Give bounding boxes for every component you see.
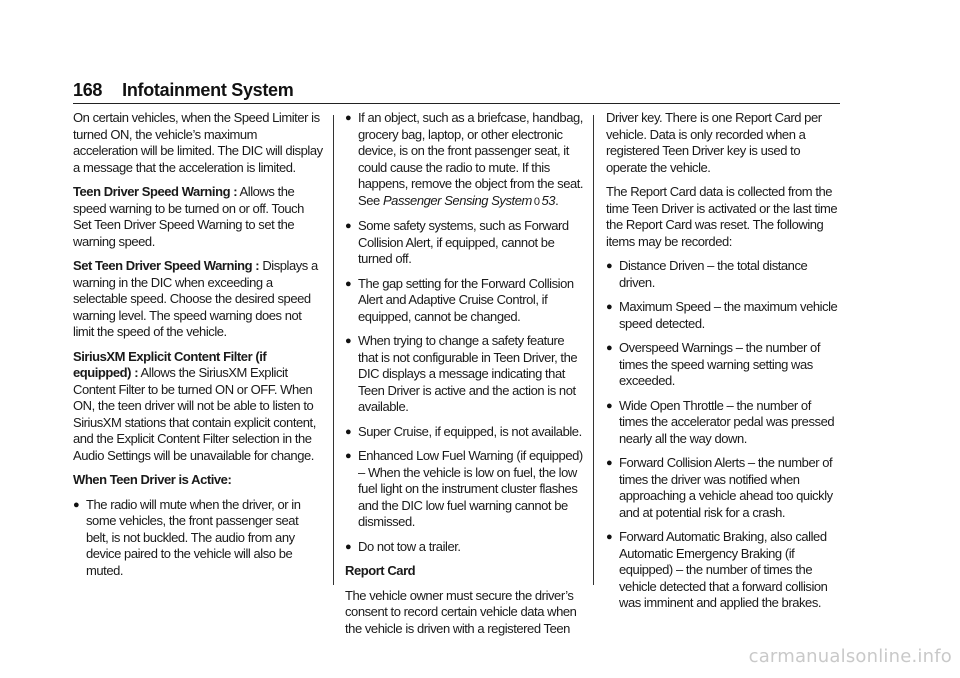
list-item-text: Wide Open Throttle – the number of times the accelerator pedal was pressed nearly all the way down. xyxy=(619,397,835,446)
bullet-icon: ● xyxy=(345,540,352,553)
column-divider-1 xyxy=(333,115,334,585)
list-item xyxy=(606,299,842,332)
explicit-filter-paragraph xyxy=(73,349,323,465)
list-item xyxy=(606,398,842,448)
bullet-icon: ● xyxy=(345,112,352,124)
report-card-heading: Report Card xyxy=(345,563,416,578)
bullet-icon: ● xyxy=(345,450,352,462)
list-item xyxy=(345,539,587,556)
list-item xyxy=(345,218,587,268)
list-item-text: Distance Driven – the total distance driven. xyxy=(619,258,808,290)
cross-reference-page[interactable]: 53 xyxy=(541,192,556,208)
list-item-text: If an object, such as a briefcase, handbag, grocery bag, laptop, or other electronic device, is on the front passenger seat, it could cause the radio to mute. If this happens, remove the object from the seat. See xyxy=(358,110,584,208)
list-item-text-end: . xyxy=(555,192,559,208)
column-2 xyxy=(345,110,587,645)
list-item-text: Forward Collision Alerts – the number of times the driver was notified when approaching a vehicle ahead too quickly and at potential risk for a crash. xyxy=(619,455,833,520)
term-explicit-filter: SiriusXM Explicit Content Filter (if equipped) : xyxy=(73,348,267,380)
list-item xyxy=(345,333,587,416)
list-item xyxy=(345,110,587,210)
active-list-continued xyxy=(345,110,587,555)
bullet-icon: ● xyxy=(345,277,352,290)
list-item-text: The radio will mute when the driver, or in some vehicles, the front passenger seat belt, is not buckled. The audio from any device paired to the vehicle will also be muted. xyxy=(86,496,301,578)
report-card-paragraph-continued: Driver key. There is one Report Card per vehicle. Data is only recorded when a registered Teen Driver key is used to operate the vehicle. xyxy=(606,110,822,175)
column-divider-2 xyxy=(593,115,594,585)
bullet-icon: ● xyxy=(73,498,80,511)
list-item xyxy=(345,424,587,441)
list-item-text: The gap setting for the Forward Collision Alert and Adaptive Cruise Control, if equipped, cannot be changed. xyxy=(358,275,574,324)
report-card-paragraph: The vehicle owner must secure the driver’s consent to record certain vehicle data when the vehicle is driven with a registered Teen xyxy=(345,587,577,636)
watermark: carmanualsonline.info xyxy=(748,646,952,667)
text-explicit-filter: Allows the SiriusXM Explicit Content Filter to be turned ON or OFF. When ON, the teen driver will not be able to listen to SiriusXM stations that contain explicit content, and the Explicit Content Filter selection in the Audio Settings will be unavailable for change. xyxy=(73,365,316,463)
column-1 xyxy=(73,110,323,587)
list-item-text: Overspeed Warnings – the number of times the speed warning setting was exceeded. xyxy=(619,340,820,388)
page-reference-arrow-icon: 0 xyxy=(533,195,540,208)
list-item-text: When trying to change a safety feature that is not configurable in Teen Driver, the DIC displays a message indicating that Teen Driver is active and the action is not available. xyxy=(358,333,578,414)
set-speed-warning-paragraph xyxy=(73,258,323,341)
list-item xyxy=(606,529,842,612)
bullet-icon: ● xyxy=(606,531,613,543)
bullet-icon: ● xyxy=(606,399,613,412)
bullet-icon: ● xyxy=(345,425,352,438)
list-item-text: Do not tow a trailer. xyxy=(358,538,461,554)
bullet-icon: ● xyxy=(606,342,613,354)
bullet-icon: ● xyxy=(606,457,613,469)
list-item-text: Some safety systems, such as Forward Collision Alert, if equipped, cannot be turned off. xyxy=(358,218,569,266)
teen-driver-speed-warning-paragraph xyxy=(73,184,323,250)
report-card-data-paragraph: The Report Card data is collected from the time Teen Driver is activated or the last time the Report Card was reset. The following items may be recorded: xyxy=(606,184,838,249)
header-rule xyxy=(73,103,840,104)
section-title: Infotainment System xyxy=(122,80,294,100)
active-list xyxy=(73,497,323,580)
list-item-text: Maximum Speed – the maximum vehicle speed detected. xyxy=(619,299,838,331)
list-item-text: Super Cruise, if equipped, is not available. xyxy=(358,423,582,439)
list-item xyxy=(345,448,587,531)
list-item-text: Enhanced Low Fuel Warning (if equipped) – When the vehicle is low on fuel, the low fuel light on the instrument cluster flashes and the DIC low fuel warning cannot be dismissed. xyxy=(358,448,583,529)
page-number: 168 xyxy=(73,80,103,100)
list-item-text: Forward Automatic Braking, also called Automatic Emergency Braking (if equipped) – the number of times the vehicle detected that a forward collision was imminent and applied the brakes. xyxy=(619,529,828,610)
teen-driver-active-heading: When Teen Driver is Active: xyxy=(73,472,232,487)
bullet-icon: ● xyxy=(345,220,352,232)
list-item xyxy=(606,258,842,291)
bullet-icon: ● xyxy=(606,301,613,313)
list-item xyxy=(606,340,842,390)
recorded-items-list xyxy=(606,258,842,612)
term-teen-driver-speed-warning: Teen Driver Speed Warning : xyxy=(73,184,238,199)
bullet-icon: ● xyxy=(606,260,613,272)
list-item xyxy=(606,455,842,521)
list-item xyxy=(345,276,587,326)
column-3 xyxy=(606,110,842,620)
cross-reference-link[interactable]: Passenger Sensing System xyxy=(382,192,532,208)
bullet-icon: ● xyxy=(345,335,352,347)
text-teen-driver-speed-warning: Allows the speed warning to be turned on or off. Touch Set Teen Driver Speed Warning to set the warning speed. xyxy=(73,184,304,249)
intro-paragraph: On certain vehicles, when the Speed Limiter is turned ON, the vehicle’s maximum acceleration will be limited. The DIC will display a message that the acceleration is limited. xyxy=(73,110,323,175)
list-item xyxy=(73,497,323,580)
text-set-speed-warning: Displays a warning in the DIC when exceeding a selectable speed. Choose the desired speed warning level. The speed warning does not limit the speed of the vehicle. xyxy=(73,258,318,339)
term-set-speed-warning: Set Teen Driver Speed Warning : xyxy=(73,258,260,273)
